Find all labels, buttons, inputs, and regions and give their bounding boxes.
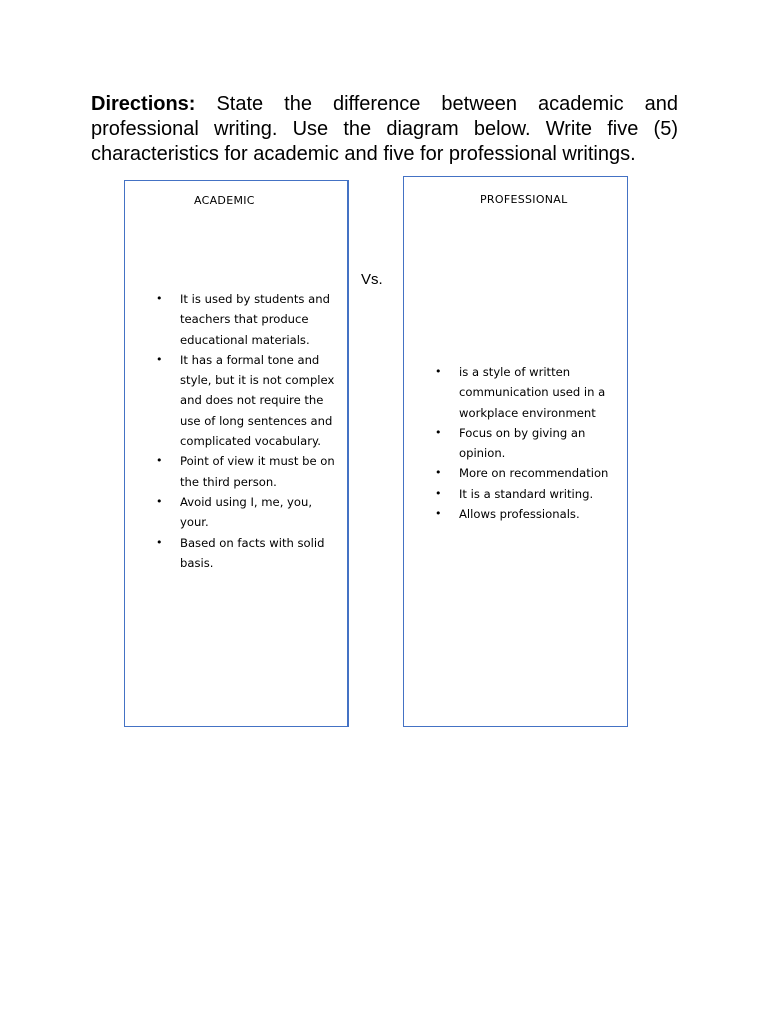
bullet-icon: • <box>156 535 163 549</box>
list-item-text: More on recommendation <box>459 466 609 481</box>
bullet-icon: • <box>156 352 163 366</box>
professional-list <box>435 362 625 524</box>
bullet-icon: • <box>156 454 163 468</box>
directions-text: State the difference between academic and professional writing. Use the diagram below. Write five (5) characteristics for academic and five for professional writings. <box>91 93 678 165</box>
professional-title: PROFESSIONAL <box>480 193 568 206</box>
bullet-icon: • <box>435 425 442 439</box>
list-item <box>156 350 341 451</box>
list-item-text: It is a standard writing. <box>459 486 594 501</box>
bullet-icon: • <box>435 486 442 500</box>
professional-box <box>403 176 628 727</box>
bullet-icon: • <box>156 292 163 305</box>
list-item-text: Allows professionals. <box>459 507 580 522</box>
bullet-icon: • <box>435 365 442 378</box>
academic-box <box>124 180 349 727</box>
list-item <box>156 451 341 492</box>
directions-label: Directions: <box>91 93 196 115</box>
list-item <box>156 492 341 533</box>
list-item-text: It has a formal tone and style, but it is not complex and does not require the use of long sentences and complicated vocabulary. <box>180 352 335 449</box>
list-item-text: Point of view it must be on the third person. <box>180 454 335 489</box>
list-item <box>156 533 341 574</box>
list-item <box>435 423 625 464</box>
list-item-text: is a style of written communication used in a workplace environment <box>459 365 606 420</box>
list-item-text: It is used by students and teachers that produce educational materials. <box>180 292 330 347</box>
list-item-text: Based on facts with solid basis. <box>180 535 325 570</box>
list-item <box>156 289 341 350</box>
academic-title: ACADEMIC <box>194 194 255 207</box>
list-item <box>435 463 625 483</box>
directions-paragraph <box>91 92 678 167</box>
versus-label: Vs. <box>361 271 383 288</box>
bullet-icon: • <box>435 466 442 480</box>
bullet-icon: • <box>435 507 442 521</box>
list-item <box>435 504 625 524</box>
academic-list <box>156 289 341 573</box>
bullet-icon: • <box>156 494 163 508</box>
list-item-text: Avoid using I, me, you, your. <box>180 494 313 530</box>
list-item <box>435 484 625 504</box>
list-item <box>435 362 625 423</box>
list-item-text: Focus on by giving an opinion. <box>459 425 586 461</box>
